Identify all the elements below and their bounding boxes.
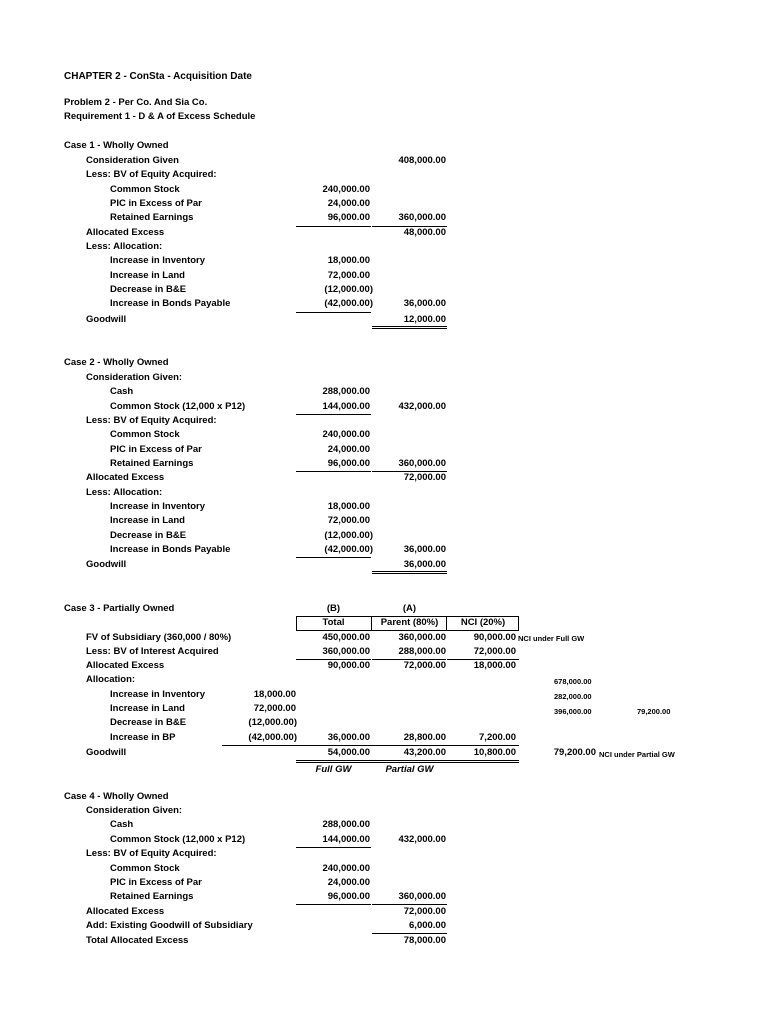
case3-side-4: 79,200.00 [637, 707, 671, 716]
case3-bv-parent: 288,000.00 [398, 646, 446, 657]
case3-side-2: 282,000.00 [554, 692, 592, 701]
case3-gw-label: Goodwill [86, 747, 127, 758]
case1-bp-val: (42,000.00) [324, 298, 373, 309]
case3-bp: Increase in BP [110, 732, 176, 743]
case3-double-underline [296, 760, 519, 761]
case2-land: Increase in Land [110, 515, 185, 526]
case3-bv-label: Less: BV of Interest Acquired [86, 646, 219, 657]
case4-heading: Case 4 - Wholly Owned [64, 791, 169, 802]
case1-double-underline [372, 328, 447, 329]
case3-col-b: (B) [326, 603, 341, 614]
case2-double-underline [372, 573, 447, 574]
case2-bne-val: (12,000.00) [324, 530, 373, 541]
case3-double-underline [296, 762, 519, 763]
case4-pic: PIC in Excess of Par [110, 877, 202, 888]
case1-goodwill-val: 12,000.00 [403, 314, 446, 325]
case1-common-stock-val: 240,000.00 [322, 184, 370, 195]
case1-land-val: 72,000.00 [327, 270, 370, 281]
case4-common-stock-val: 240,000.00 [322, 863, 370, 874]
case3-bne-val: (12,000.00) [248, 717, 297, 728]
case2-consideration-total: 432,000.00 [398, 401, 446, 412]
case4-consideration-label: Consideration Given: [86, 805, 183, 816]
case3-fv-total: 450,000.00 [322, 632, 370, 643]
case2-cash: Cash [110, 386, 134, 397]
case1-allocated-excess: Allocated Excess [86, 227, 165, 238]
case2-alloc-total: 36,000.00 [403, 544, 446, 555]
case2-pic-val: 24,000.00 [327, 444, 370, 455]
case1-less-alloc: Less: Allocation: [86, 241, 163, 252]
case2-less-bv: Less: BV of Equity Acquired: [86, 415, 217, 426]
case4-re: Retained Earnings [110, 891, 194, 902]
case3-inv-val: 18,000.00 [253, 689, 296, 700]
case1-allocated-excess-val: 48,000.00 [403, 227, 446, 238]
case3-hdr-total: Total [322, 617, 345, 628]
case2-goodwill: Goodwill [86, 559, 127, 570]
requirement-title: Requirement 1 - D & A of Excess Schedule [64, 111, 256, 122]
case3-side-1: 678,000.00 [554, 677, 592, 686]
case2-common-stock-val: 240,000.00 [322, 429, 370, 440]
case2-re-val: 96,000.00 [327, 458, 370, 469]
case1-underline [296, 312, 371, 313]
case1-bv-total: 360,000.00 [398, 212, 446, 223]
case1-pic: PIC in Excess of Par [110, 198, 202, 209]
case4-allocated-excess-val: 72,000.00 [403, 906, 446, 917]
case4-cs-issued-val: 144,000.00 [322, 834, 370, 845]
case3-bv-total: 360,000.00 [322, 646, 370, 657]
case2-heading: Case 2 - Wholly Owned [64, 357, 169, 368]
case2-bne: Decrease in B&E [110, 530, 187, 541]
case2-consideration-label: Consideration Given: [86, 372, 183, 383]
case3-hdr-nci: NCI (20%) [460, 617, 506, 628]
case4-consideration-total: 432,000.00 [398, 834, 446, 845]
case1-consideration-label: Consideration Given [86, 155, 179, 166]
case1-alloc-total: 36,000.00 [403, 298, 446, 309]
case2-cs-issued: Common Stock (12,000 x P12) [110, 401, 246, 412]
case2-double-underline [372, 571, 447, 572]
case1-double-underline [372, 326, 447, 327]
case4-underline [372, 904, 447, 905]
case3-underline [222, 745, 519, 746]
case4-re-val: 96,000.00 [327, 891, 370, 902]
case3-ae-nci: 18,000.00 [473, 660, 516, 671]
case2-allocated-excess: Allocated Excess [86, 472, 165, 483]
case4-common-stock: Common Stock [110, 863, 180, 874]
case3-bv-nci: 72,000.00 [473, 646, 516, 657]
case1-consideration-total: 408,000.00 [398, 155, 446, 166]
case3-alloc-label: Allocation: [86, 674, 136, 685]
case1-goodwill: Goodwill [86, 314, 127, 325]
case4-total-ae-val: 78,000.00 [403, 935, 446, 946]
case3-hdr-parent: Parent (80%) [380, 617, 439, 628]
case4-cash: Cash [110, 819, 134, 830]
case1-underline [296, 226, 371, 227]
case3-partial-gw: Partial GW [385, 764, 434, 775]
case3-col-a: (A) [402, 603, 417, 614]
case1-inv: Increase in Inventory [110, 255, 206, 266]
case1-inv-val: 18,000.00 [327, 255, 370, 266]
case2-allocated-excess-val: 72,000.00 [403, 472, 446, 483]
case3-gw-nci: 10,800.00 [473, 747, 516, 758]
page-title: CHAPTER 2 - ConSta - Acquisition Date [64, 71, 252, 82]
case3-land: Increase in Land [110, 703, 185, 714]
case3-fv-nci: 90,000.00 [473, 632, 516, 643]
case3-side-3: 396,000.00 [554, 707, 592, 716]
case3-gw-total: 54,000.00 [327, 747, 370, 758]
case2-cs-issued-val: 144,000.00 [322, 401, 370, 412]
case2-inv: Increase in Inventory [110, 501, 206, 512]
case2-land-val: 72,000.00 [327, 515, 370, 526]
case4-less-bv: Less: BV of Equity Acquired: [86, 848, 217, 859]
case2-underline [296, 557, 371, 558]
case3-alloc-nci: 7,200.00 [479, 732, 516, 743]
case4-add-gw-val: 6,000.00 [409, 920, 446, 931]
case1-bne-val: (12,000.00) [324, 284, 373, 295]
case3-land-val: 72,000.00 [253, 703, 296, 714]
case2-underline [296, 471, 371, 472]
case2-common-stock: Common Stock [110, 429, 180, 440]
case1-pic-val: 24,000.00 [327, 198, 370, 209]
case1-re-val: 96,000.00 [327, 212, 370, 223]
case4-cash-val: 288,000.00 [322, 819, 370, 830]
case3-alloc-total: 36,000.00 [327, 732, 370, 743]
case3-ae-parent: 72,000.00 [403, 660, 446, 671]
case3-fv-parent: 360,000.00 [398, 632, 446, 643]
case1-common-stock: Common Stock [110, 184, 180, 195]
case3-inv: Increase in Inventory [110, 689, 206, 700]
case1-bp: Increase in Bonds Payable [110, 298, 231, 309]
case4-cs-issued: Common Stock (12,000 x P12) [110, 834, 246, 845]
case1-re: Retained Earnings [110, 212, 194, 223]
case2-underline [296, 414, 371, 415]
case2-bp: Increase in Bonds Payable [110, 544, 231, 555]
case3-full-gw: Full GW [315, 764, 352, 775]
case3-nci-partial-note: NCI under Partial GW [599, 750, 675, 759]
case4-underline [296, 847, 371, 848]
case3-nci-partial-val: 79,200.00 [553, 747, 596, 758]
case1-land: Increase in Land [110, 270, 185, 281]
case3-alloc-parent: 28,800.00 [403, 732, 446, 743]
case4-pic-val: 24,000.00 [327, 877, 370, 888]
case2-cash-val: 288,000.00 [322, 386, 370, 397]
case2-less-alloc: Less: Allocation: [86, 487, 163, 498]
case2-goodwill-val: 36,000.00 [403, 559, 446, 570]
case4-underline [372, 933, 447, 934]
case3-bp-val: (42,000.00) [248, 732, 297, 743]
case1-less-bv: Less: BV of Equity Acquired: [86, 169, 217, 180]
case2-bp-val: (42,000.00) [324, 544, 373, 555]
case1-bne: Decrease in B&E [110, 284, 187, 295]
case3-bne: Decrease in B&E [110, 717, 187, 728]
case4-underline [296, 904, 371, 905]
case2-bv-total: 360,000.00 [398, 458, 446, 469]
case4-add-gw: Add: Existing Goodwill of Subsidiary [86, 920, 253, 931]
case2-re: Retained Earnings [110, 458, 194, 469]
case3-ae-total: 90,000.00 [327, 660, 370, 671]
case3-gw-parent: 43,200.00 [403, 747, 446, 758]
case3-nci-full-note: NCI under Full GW [518, 634, 585, 643]
case3-fv-label: FV of Subsidiary (360,000 / 80%) [86, 632, 232, 643]
case1-heading: Case 1 - Wholly Owned [64, 140, 169, 151]
case3-heading: Case 3 - Partially Owned [64, 603, 175, 614]
case4-allocated-excess: Allocated Excess [86, 906, 165, 917]
case3-ae-label: Allocated Excess [86, 660, 165, 671]
case4-total-ae: Total Allocated Excess [86, 935, 189, 946]
problem-title: Problem 2 - Per Co. And Sia Co. [64, 97, 208, 108]
case2-inv-val: 18,000.00 [327, 501, 370, 512]
case2-pic: PIC in Excess of Par [110, 444, 202, 455]
case4-bv-total: 360,000.00 [398, 891, 446, 902]
